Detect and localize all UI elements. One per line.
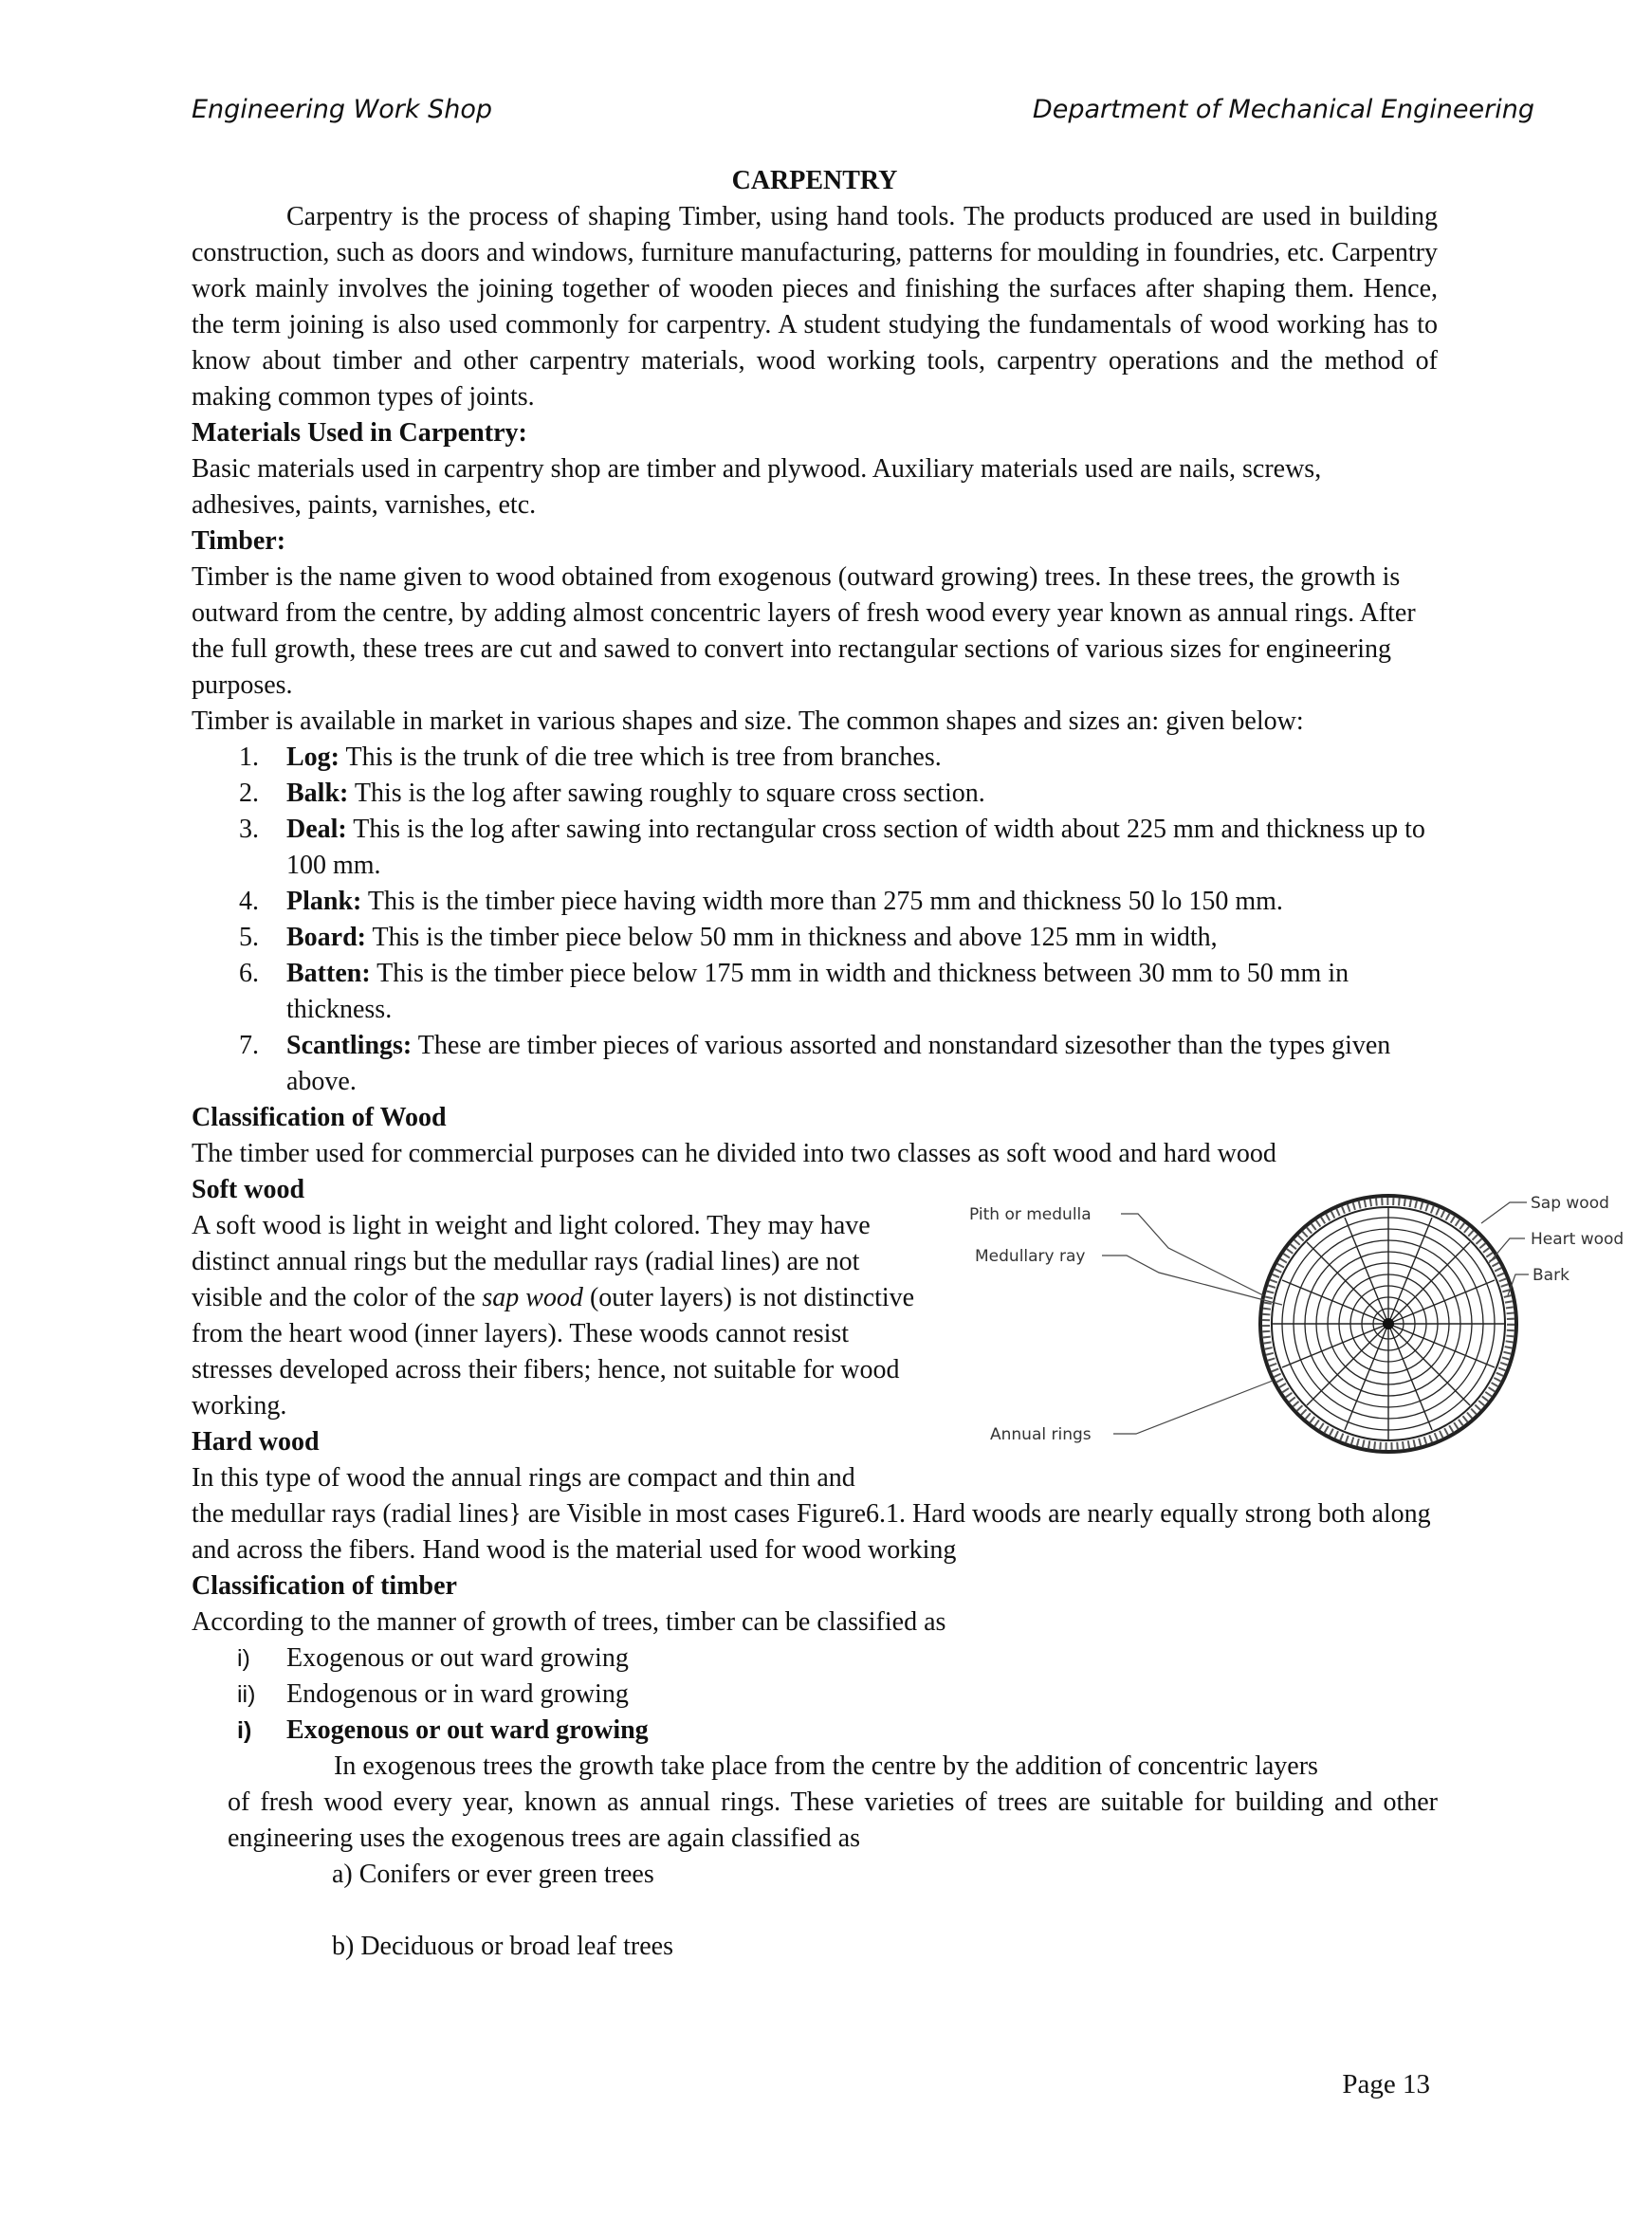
list-term: Deal:: [286, 815, 347, 844]
deciduous-item: b) Deciduous or broad leaf trees: [332, 1932, 673, 1961]
label-pith: Pith or medulla: [969, 1205, 1092, 1224]
timber-paragraph: Timber is the name given to wood obtained from exogenous (outward growing) trees. In these trees, the growth is outward from the centre, by adding almost concentric layers of fresh wood every year known as annual rings. After the full growth, these trees are cut and sawed to convert into rectangular sections of various sizes for engineering purposes.: [192, 562, 1416, 700]
soft-wood-heading: Soft wood: [192, 1175, 305, 1204]
classification-wood-heading: Classification of Wood: [192, 1103, 447, 1132]
page-number: Page 13: [1342, 2069, 1430, 2099]
soft-wood-italic: sap wood: [482, 1283, 583, 1312]
list-item: [239, 956, 1438, 1028]
pith-dot: [1383, 1318, 1394, 1329]
list-number: 3.: [239, 815, 259, 844]
list-number: i): [237, 1645, 250, 1672]
list-item: [239, 740, 1438, 776]
hard-wood-heading: Hard wood: [192, 1427, 320, 1457]
list-text: Exogenous or out ward growing: [286, 1715, 649, 1745]
list-item: [237, 1677, 1438, 1713]
list-desc: This is the timber piece having width more than 275 mm and thickness 50 lo 150 mm.: [361, 887, 1283, 916]
list-desc: This is the trunk of die tree which is tree from branches.: [340, 742, 942, 772]
exogenous-first-line: In exogenous trees the growth take place from the centre by the addition of concentric layers: [334, 1751, 1318, 1781]
classification-timber-paragraph: According to the manner of growth of trees, timber can be classified as: [192, 1607, 946, 1637]
wood-cross-section-diagram: [950, 1182, 1652, 1466]
soft-wood-text-a: A soft wood is light in weight and light colored. They may have distinct annual rings but the medullar rays (radial lines) are not visible and the color of the: [192, 1211, 871, 1312]
list-term: Balk:: [286, 779, 349, 808]
label-medullary-ray: Medullary ray: [975, 1247, 1086, 1266]
soft-hard-section: [192, 1172, 1624, 1496]
wood-cross-section-figure: [950, 1182, 1652, 1466]
list-term: Scantlings:: [286, 1031, 413, 1060]
list-desc: This is the timber piece below 175 mm in width and thickness between 30 mm to 50 mm in thickness.: [286, 959, 1349, 1024]
spacer: [192, 1893, 1438, 1929]
label-annual-rings: Annual rings: [990, 1425, 1092, 1444]
list-number: 2.: [239, 779, 259, 808]
list-desc: This is the timber piece below 50 mm in thickness and above 125 mm in width,: [366, 923, 1218, 952]
materials-heading: Materials Used in Carpentry:: [192, 418, 527, 448]
label-sap-wood: Sap wood: [1531, 1194, 1609, 1213]
label-heart-wood: Heart wood: [1531, 1230, 1624, 1249]
list-term: Plank:: [286, 887, 362, 916]
header-left: Engineering Work Shop: [192, 95, 493, 124]
soft-wood-text-b: (outer layers) is not distinctive from the heart wood (inner layers). These woods cannot resist stresses developed across their fibers; hence, not suitable for wood working.: [192, 1283, 915, 1421]
list-number: 7.: [239, 1031, 259, 1060]
list-item: [239, 812, 1438, 884]
list-desc: This is the log after sawing roughly to square cross section.: [348, 779, 985, 808]
list-number: i): [237, 1717, 252, 1744]
list-item: [237, 1641, 1438, 1677]
materials-paragraph: Basic materials used in carpentry shop are timber and plywood. Auxiliary materials used are nails, screws, adhesives, paints, varnishes, etc.: [192, 454, 1322, 520]
classification-wood-paragraph: The timber used for commercial purposes can he divided into two classes as soft wood and hard wood: [192, 1139, 1276, 1168]
timber-types-list: [192, 740, 1438, 1100]
header-right: Department of Mechanical Engineering: [1032, 95, 1534, 124]
list-term: Log:: [286, 742, 340, 772]
list-number: 4.: [239, 887, 259, 916]
list-term: Board:: [286, 923, 366, 952]
list-item: [239, 920, 1438, 956]
list-text: Exogenous or out ward growing: [286, 1643, 629, 1673]
timber-available: Timber is available in market in various shapes and size. The common shapes and sizes an: given below:: [192, 706, 1304, 736]
list-text: Endogenous or in ward growing: [286, 1679, 629, 1709]
list-number: 6.: [239, 959, 259, 988]
list-number: 1.: [239, 742, 259, 772]
exogenous-rest: of fresh wood every year, known as annual rings. These varieties of trees are suitable for building and other engineering uses the exogenous trees are again classified as: [228, 1787, 1438, 1853]
timber-class-list: [192, 1641, 1438, 1749]
exogenous-subheading: [237, 1713, 1438, 1749]
exogenous-paragraph: [228, 1749, 1438, 1857]
intro-paragraph: Carpentry is the process of shaping Timber, using hand tools. The products produced are used in building construction, such as doors and windows, furniture manufacturing, patterns for moulding in foundries, etc. Carpentry work mainly involves the joining together of wooden pieces and finishing the surfaces after shaping them. Hence, the term joining is also used commonly for carpentry. A student studying the fundamentals of wood working has to know about timber and other carpentry materials, wood working tools, carpentry operations and the method of making common types of joints.: [192, 202, 1438, 412]
document-body: [192, 163, 1624, 1965]
list-desc: These are timber pieces of various assorted and nonstandard sizesother than the types given above.: [286, 1031, 1391, 1096]
classification-timber-heading: Classification of timber: [192, 1571, 457, 1601]
list-item: [239, 884, 1438, 920]
timber-heading: Timber:: [192, 526, 286, 556]
soft-wood-paragraph: [192, 1208, 922, 1424]
hard-wood-text-b: the medullar rays (radial lines} are Visible in most cases Figure6.1. Hard woods are nearly equally strong both along and across the fibers. Hand wood is the material used for wood working: [192, 1499, 1431, 1565]
soft-hard-text: [192, 1172, 922, 1496]
conifers-item: a) Conifers or ever green trees: [332, 1860, 654, 1889]
list-term: Batten:: [286, 959, 371, 988]
leader-lines: [1102, 1202, 1529, 1434]
list-item: [239, 1028, 1438, 1100]
list-item: [239, 776, 1438, 812]
list-number: 5.: [239, 923, 259, 952]
list-number: ii): [237, 1681, 256, 1708]
label-bark: Bark: [1533, 1266, 1569, 1285]
page-title: CARPENTRY: [731, 166, 898, 195]
list-desc: This is the log after sawing into rectangular cross section of width about 225 mm and thickness up to 100 mm.: [286, 815, 1425, 880]
hard-wood-text-a: In this type of wood the annual rings are compact and thin and: [192, 1463, 855, 1493]
